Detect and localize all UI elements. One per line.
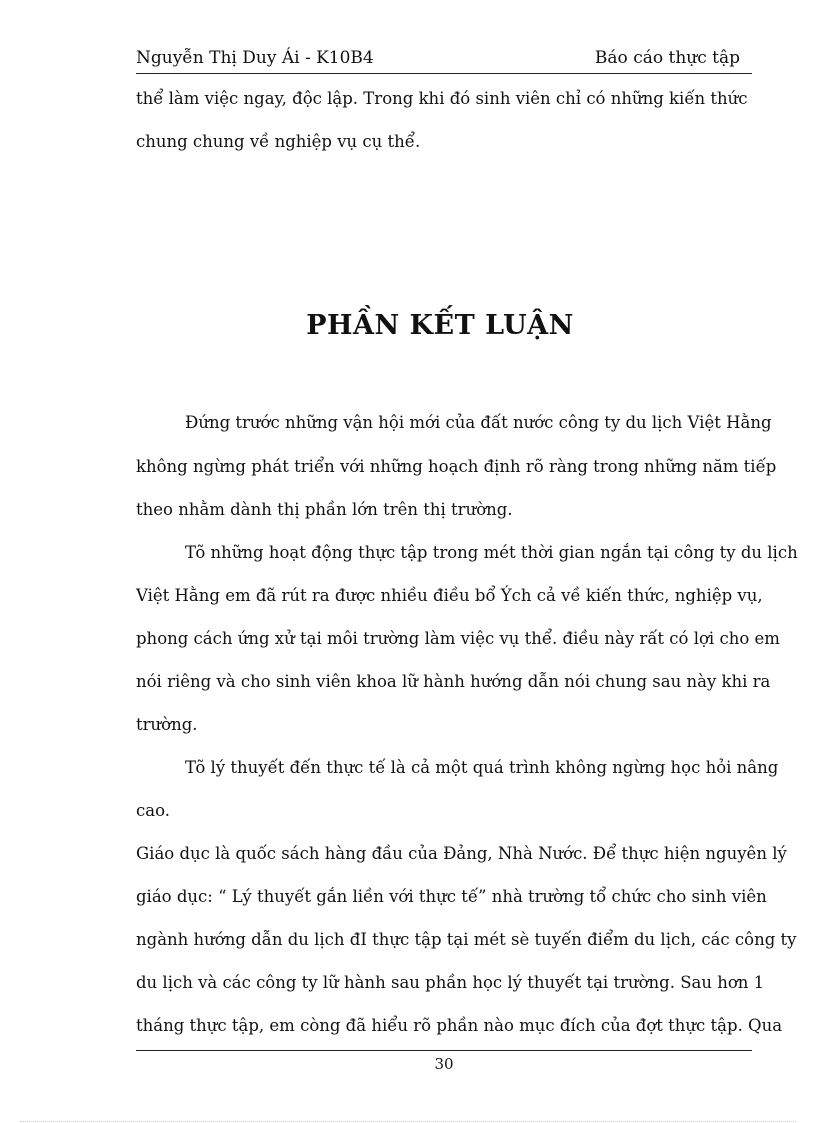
paragraph-line: tháng thực tập, em còng đã hiểu rõ phần nào mục đích của đợt thực tập. Qua: [136, 1016, 783, 1035]
paragraph-line: trường.: [136, 715, 198, 734]
header-author: Nguyễn Thị Duy Ái - K10B4: [136, 48, 374, 68]
page-header: [136, 44, 752, 74]
footer-divider: [136, 1050, 752, 1051]
paragraph-line: cao.: [136, 801, 170, 820]
section-title: PHẦN KẾT LUẬN: [306, 310, 574, 341]
paragraph-line: Việt Hằng em đã rút ra được nhiều điều bổ Ých cả về kiến thức, nghiệp vụ,: [136, 586, 763, 605]
paragraph-line: Đứng trước những vận hội mới của đất nước công ty du lịch Việt Hằng: [185, 413, 772, 432]
paragraph-line: theo nhằm dành thị phần lớn trên thị trường.: [136, 500, 513, 519]
text-line: chung chung về nghiệp vụ cụ thể.: [136, 132, 421, 151]
paragraph-line: nói riêng và cho sinh viên khoa lữ hành hướng dẫn nói chung sau này khi ra: [136, 672, 771, 691]
page-number: 30: [434, 1055, 454, 1073]
paragraph-line: giáo dục: “ Lý thuyết gắn liền với thực tế” nhà trường tổ chức cho sinh viên: [136, 887, 767, 906]
paragraph-line: ngành hướng dẫn du lịch đI thực tập tại mét sè tuyến điểm du lịch, các công ty: [136, 930, 797, 949]
paragraph-line: Tõ lý thuyết đến thực tế là cả một quá trình không ngừng học hỏi nâng: [185, 758, 779, 777]
paragraph-line: Tõ những hoạt động thực tập trong mét thời gian ngắn tại công ty du lịch: [185, 543, 798, 562]
paragraph-line: Giáo dục là quốc sách hàng đầu của Đảng, Nhà Nước. Để thực hiện nguyên lý: [136, 844, 787, 863]
paragraph-line: du lịch và các công ty lữ hành sau phần học lý thuyết tại trường. Sau hơn 1: [136, 973, 765, 992]
header-report-title: Báo cáo thực tập: [594, 48, 740, 68]
text-line: thể làm việc ngay, độc lập. Trong khi đó sinh viên chỉ có những kiến thức: [136, 89, 748, 108]
page-edge-divider: [20, 1121, 796, 1122]
paragraph-line: phong cách ứng xử tại môi trường làm việc vụ thể. điều này rất có lợi cho em: [136, 629, 780, 648]
paragraph-line: không ngừng phát triển với những hoạch định rõ ràng trong những năm tiếp: [136, 457, 777, 476]
